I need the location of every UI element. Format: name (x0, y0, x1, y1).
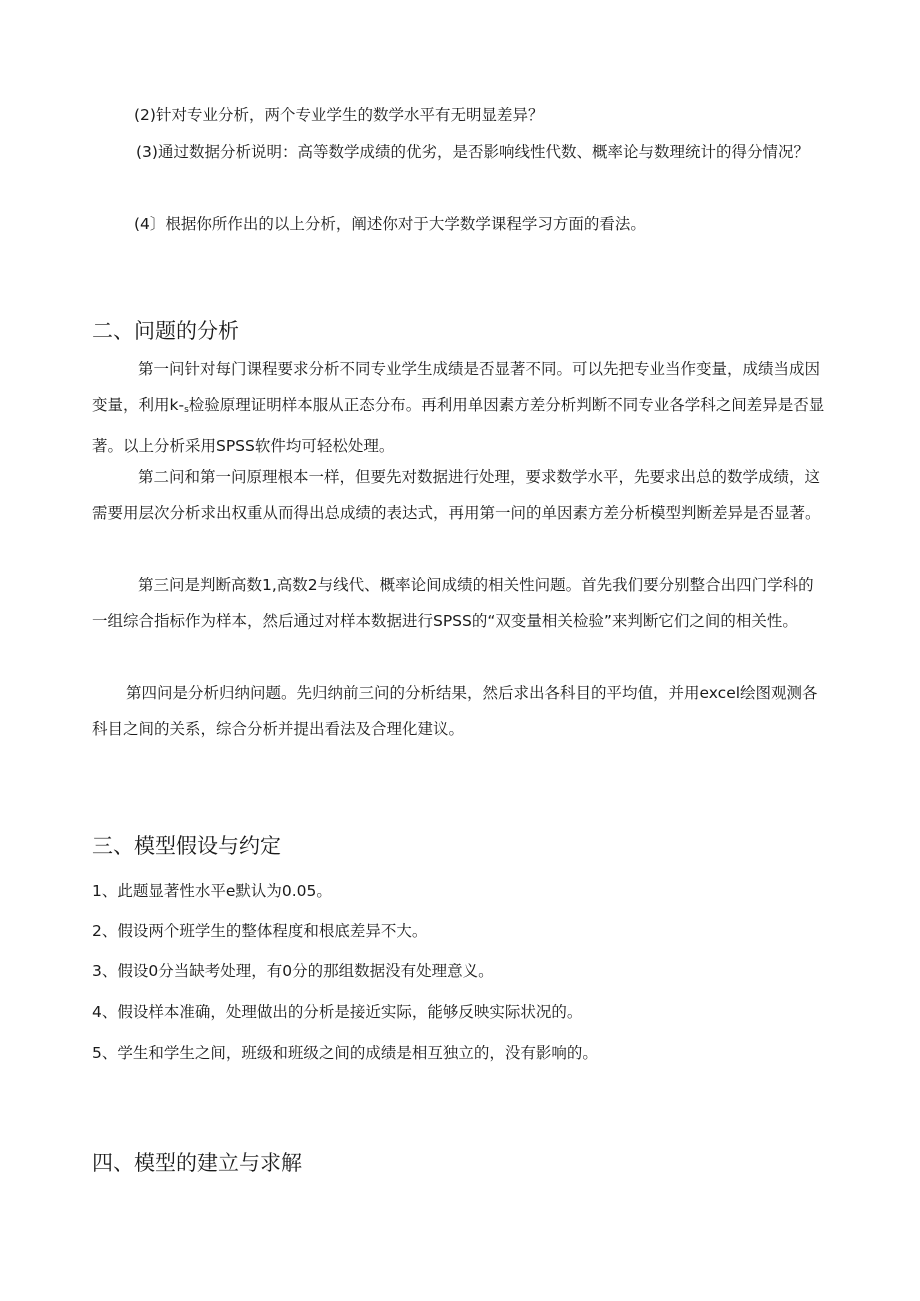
analysis-paragraph-4: 第四问是分析归纳问题。先归纳前三问的分析结果，然后求出各科目的平均值，并用excel绘图观测各科目之间的关系，综合分析并提出看法及合理化建议。 (92, 684, 818, 738)
analysis-paragraph-1 (92, 351, 828, 464)
assumption-item-3: 3、假设0分当缺考处理，有0分的那组数据没有处理意义。 (92, 962, 494, 980)
analysis-p1-text-b: 检验原理证明样本服从正态分布。再利用单因素方差分析判断不同专业各学科之间差异是否显著。以上分析采用SPSS软件均可轻松处理。 (92, 396, 825, 455)
analysis-p1-text-a: 第一问针对每门课程要求分析不同专业学生成绩是否显著不同。可以先把专业当作变量，成绩当成因变量，利用k- (92, 360, 821, 414)
assumption-item-5: 5、学生和学生之间，班级和班级之间的成绩是相互独立的，没有影响的。 (92, 1044, 598, 1062)
question-4: (4〕根据你所作出的以上分析，阐述你对于大学数学课程学习方面的看法。 (134, 215, 646, 233)
assumption-item-4: 4、假设样本准确，处理做出的分析是接近实际，能够反映实际状况的。 (92, 1003, 583, 1021)
section-heading-analysis: 二、问题的分析 (92, 319, 239, 343)
question-2: (2)针对专业分析，两个专业学生的数学水平有无明显差异？ (134, 106, 544, 124)
section-heading-assumptions: 三、模型假设与约定 (92, 834, 281, 858)
section-heading-model: 四、模型的建立与求解 (92, 1151, 302, 1175)
assumption-item-1: 1、此题显著性水平e默认为0.05。 (92, 882, 332, 900)
question-3: (3)通过数据分析说明：高等数学成绩的优劣，是否影响线性代数、概率论与数理统计的得分情况？ (136, 143, 809, 161)
analysis-paragraph-3: 第三问是判断高数1,高数2与线代、概率论间成绩的相关性问题。首先我们要分别整合出四门学科的一组综合指标作为样本，然后通过对样本数据进行SPSS的“双变量相关检验”来判断它们之间的相关性。 (92, 576, 814, 630)
analysis-p1-subscript: s (184, 405, 189, 415)
analysis-paragraph-2: 第二问和第一问原理根本一样，但要先对数据进行处理，要求数学水平，先要求出总的数学成绩，这需要用层次分析求出权重从而得出总成绩的表达式，再用第一问的单因素方差分析模型判断差异是否显著。 (92, 468, 821, 522)
assumption-item-2: 2、假设两个班学生的整体程度和根底差异不大。 (92, 922, 428, 940)
